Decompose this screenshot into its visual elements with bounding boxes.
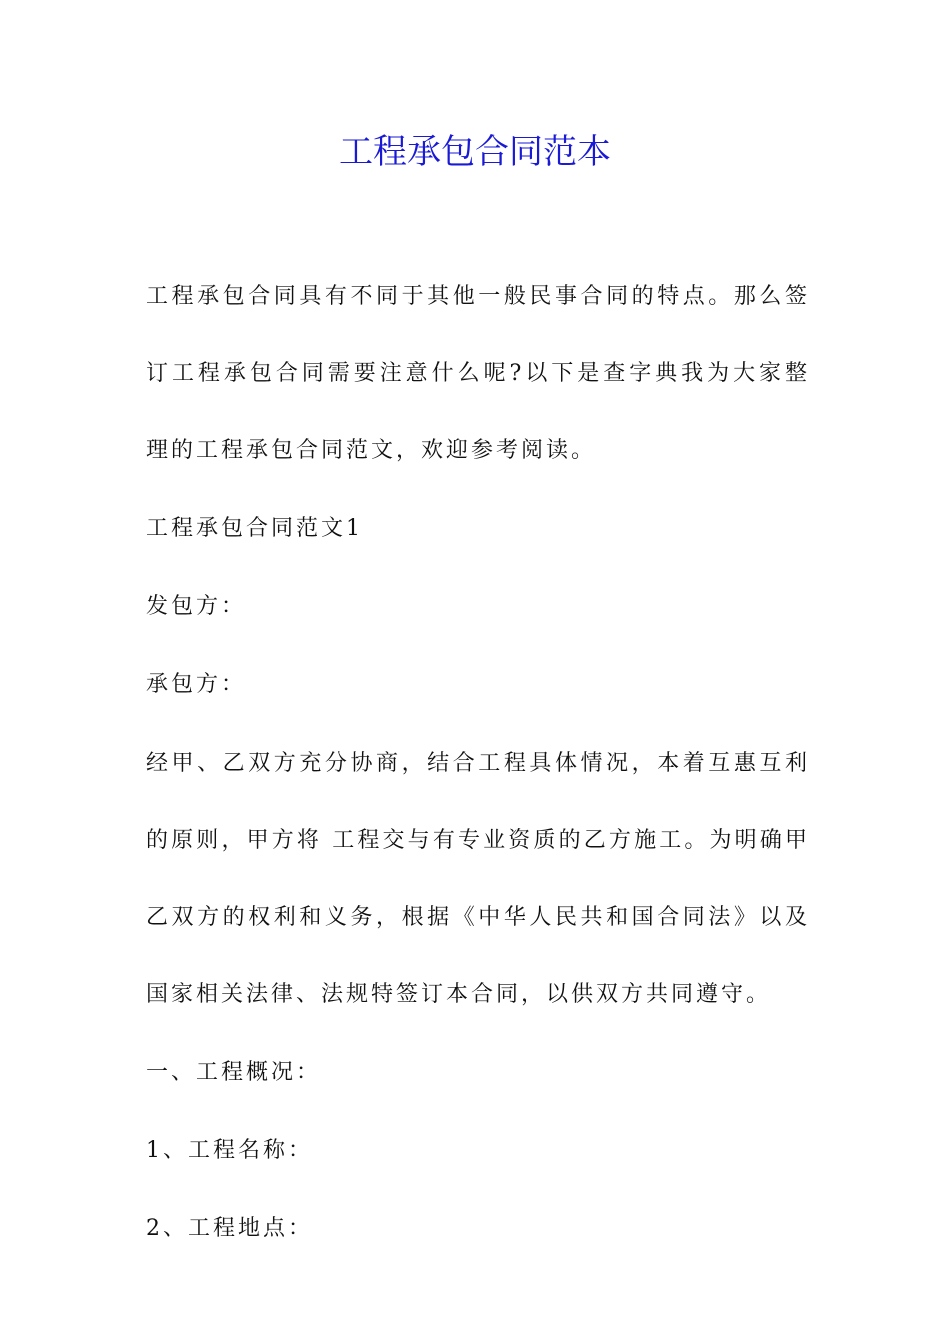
- document-title: 工程承包合同范本: [339, 132, 611, 172]
- agreement-paragraph: 经甲、乙双方充分协商，结合工程具体情况，本着互惠互利的原则，甲方将 工程交与有专业资质的乙方施工。为明确甲乙双方的权利和义务，根据《中华人民共和国合同法》以及国家相关法律、法规特签订本合同，以供双方共同遵守。: [146, 751, 810, 1007]
- sample-heading: 工程承包合同范文1: [146, 516, 363, 541]
- project-location-line: 2、工程地点：: [146, 1216, 313, 1241]
- project-name-line: 1、工程名称：: [146, 1138, 313, 1163]
- intro-paragraph: 工程承包合同具有不同于其他一般民事合同的特点。那么签订工程承包合同需要注意什么呢?以下是查字典我为大家整理的工程承包合同范文，欢迎参考阅读。: [146, 284, 810, 463]
- contractor-line: 承包方：: [146, 672, 247, 697]
- document-body: [146, 266, 810, 1287]
- section-overview-heading: 一、工程概况：: [146, 1060, 322, 1085]
- employer-line: 发包方：: [146, 594, 247, 619]
